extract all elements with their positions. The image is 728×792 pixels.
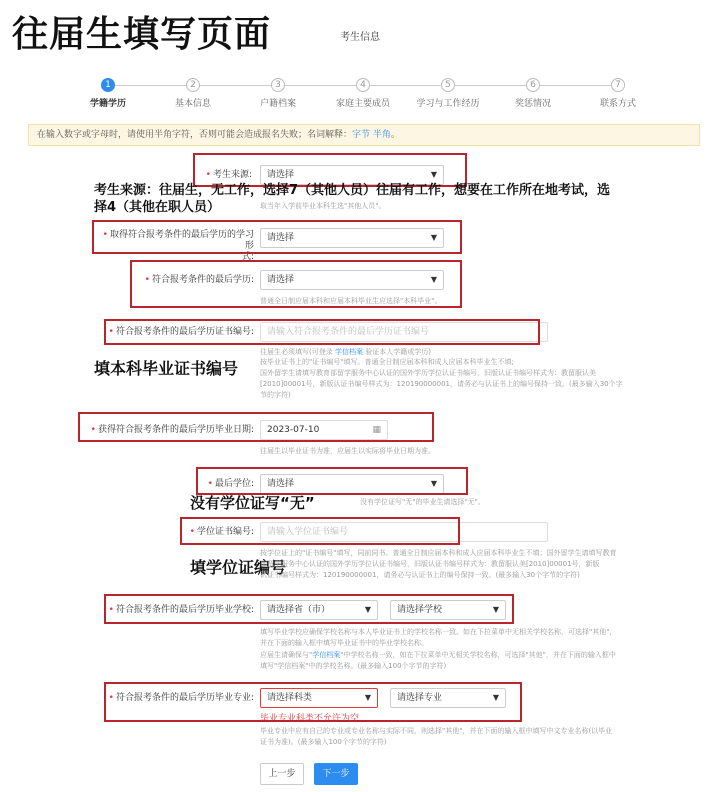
step-label: 基本信息: [174, 99, 211, 109]
study-form-label: • 取得符合报考条件的最后学历的学习形 式:: [102, 230, 254, 262]
step-4[interactable]: [323, 78, 403, 109]
grad-school-label: • 符合报考条件的最后学历毕业学校:: [108, 605, 254, 615]
degree-select[interactable]: 请选择 ▼: [260, 474, 444, 494]
step-number: 1: [101, 78, 115, 92]
step-6[interactable]: [493, 78, 573, 109]
chevron-down-icon: ▼: [492, 605, 499, 614]
tab-candidate-info[interactable]: 考生信息: [340, 32, 380, 43]
step-number: 4: [356, 78, 370, 92]
annotation-degree: 没有学位证写“无”: [190, 494, 315, 512]
step-3[interactable]: [238, 78, 318, 109]
chevron-down-icon: ▼: [430, 275, 437, 284]
annotation-cert: 填本科毕业证书编号: [94, 359, 239, 378]
last-edu-label: • 符合报考条件的最后学历:: [144, 275, 254, 285]
step-label: 学习与工作经历: [416, 99, 480, 109]
cert-no-help-3: 国外留学生请填写教育部留学服务中心认证的国外学历学位认证书编号，旧版认证书编号样式为：教留服认美: [260, 369, 596, 377]
step-2[interactable]: [153, 78, 233, 109]
step-1[interactable]: [68, 78, 148, 109]
grad-major-help-2: 证书为准)。(最多输入100个字节的字符): [260, 738, 387, 746]
degree-cert-help-3: 认证书编号样式为：120190000001，请务必与认证书上的编号保持一致。(最多输入30个字节的字符): [260, 571, 580, 579]
last-edu-help: 普通全日制应届本科和应届本科毕业生应选择"本科毕业"。: [260, 297, 442, 305]
step-label: 奖惩情况: [514, 99, 551, 109]
annotation-degree-cert: 填学位证编号: [190, 558, 287, 577]
grad-date-label: • 获得符合报考条件的最后学历毕业日期:: [90, 425, 254, 435]
degree-cert-help-2: 部留学服务中心认证的国外学历学位认证书编号，旧版认证书编号样式为：教留服认美[2010]00001号，新版: [260, 560, 600, 568]
step-5[interactable]: [408, 78, 488, 109]
step-number: 2: [186, 78, 200, 92]
grad-major-help-1: 毕业专业中应有自己的专业或专业名称与实际不同，则选择"其他"，并在下面的输入框中填写中文专业名称(以毕业: [260, 727, 613, 735]
grad-major-label: • 符合报考条件的最后学历毕业专业:: [108, 693, 254, 703]
step-number: 7: [611, 78, 625, 92]
step-label: 户籍档案: [259, 99, 296, 109]
grad-date-input[interactable]: 2023-07-10 ▦: [260, 420, 388, 440]
chevron-down-icon: ▼: [430, 170, 437, 179]
grad-school-help-4: 填写"学信档案"中的学校名称。(最多输入100个字节的字符): [260, 662, 447, 670]
step-number: 3: [271, 78, 285, 92]
degree-label: • 最后学位:: [207, 479, 254, 489]
source-label: • 考生来源:: [205, 170, 252, 180]
category-select[interactable]: 请选择科类 ▼: [260, 688, 378, 708]
cert-no-help-1: 往届生必须填写(可登录 学信档案 验证本人学籍或学历): [260, 348, 431, 356]
step-number: 5: [441, 78, 455, 92]
degree-cert-input[interactable]: 请输入学位证书编号: [260, 522, 548, 542]
cert-no-help-4: [2010]00001号，新版认证书编号样式为：120190000001，请务必与认证书上的编号保持一致。(最多输入30个字: [260, 380, 623, 388]
degree-cert-label: • 学位证书编号:: [189, 527, 254, 537]
cert-no-input[interactable]: 请输入符合报考条件的最后学历证书编号: [260, 322, 548, 342]
chevron-down-icon: ▼: [364, 693, 371, 702]
chevron-down-icon: ▼: [430, 479, 437, 488]
next-step-button[interactable]: 下一步: [314, 763, 358, 785]
step-label: 学籍学历: [89, 99, 126, 109]
step-number: 6: [526, 78, 540, 92]
progress-steps: [60, 78, 680, 112]
study-form-select[interactable]: 请选择 ▼: [260, 228, 444, 248]
last-edu-select[interactable]: 请选择 ▼: [260, 270, 444, 290]
notice-end: 。: [390, 130, 400, 140]
cert-no-label: • 符合报考条件的最后学历证书编号:: [108, 327, 254, 337]
degree-help: 没有学位证写"无"的毕业生请选择"无"。: [360, 498, 485, 506]
province-select[interactable]: 请选择省（市） ▼: [260, 600, 378, 620]
grad-date-help: 往届生以毕业证书为准，应届生以实际将毕业日期为准。: [260, 447, 435, 455]
cert-no-help-5: 节的字符): [260, 391, 291, 399]
page-title: 往届生填写页面: [12, 14, 272, 55]
annotation-source: 考生来源：往届生，无工作，选择7（其他人员）往届有工作，想要在工作所在地考试，选 择4（其他在职人员）: [94, 183, 611, 215]
chevron-down-icon: ▼: [364, 605, 371, 614]
grad-school-help-1: 填写毕业学校应确保学校名称与本人毕业证书上的学校名称一致。如在下拉菜单中无相关学校名称，可选择"其他"，: [260, 628, 617, 636]
notice-link[interactable]: 字节 半角: [352, 130, 391, 140]
cert-no-help-2: 按毕业证书上的"证书编号"填写。普通全日制应届本科和成人应届本科毕业生不填;: [260, 358, 514, 366]
step-label: 家庭主要成员: [335, 99, 390, 109]
major-select[interactable]: 请选择专业 ▼: [390, 688, 506, 708]
grad-school-help-2: 并在下面的输入框中填写毕业证书中的毕业学校名称。: [260, 639, 428, 647]
chevron-down-icon: ▼: [430, 233, 437, 242]
prev-step-button[interactable]: 上一步: [260, 763, 304, 785]
source-help: 取当年入学前毕业本科生选"其他人员"。: [260, 202, 386, 210]
school-select[interactable]: 请选择学校 ▼: [390, 600, 506, 620]
chevron-down-icon: ▼: [492, 693, 499, 702]
category-error: 毕业专业科类不允许为空: [260, 714, 360, 724]
step-label: 联系方式: [599, 99, 636, 109]
step-7[interactable]: [578, 78, 658, 109]
grad-school-help-3: 应届生请确保与"学信档案"中学校名称一致，如在下拉菜单中无相关学校名称，可选择"其他"，并在下面的输入框中: [260, 651, 616, 659]
source-select[interactable]: 请选择 ▼: [260, 165, 444, 185]
calendar-icon[interactable]: ▦: [372, 425, 381, 435]
notice-bar: [28, 124, 700, 146]
notice-text: 在输入数字或字母时，请使用半角字符，否则可能会造成报名失败；名词解释：: [37, 130, 353, 140]
degree-cert-help-1: 按学位证上的"证书编号"填写，同前同书。普通全日制应届本科和成人应届本科毕业生不填；国外留学生请填写教育: [260, 549, 617, 557]
